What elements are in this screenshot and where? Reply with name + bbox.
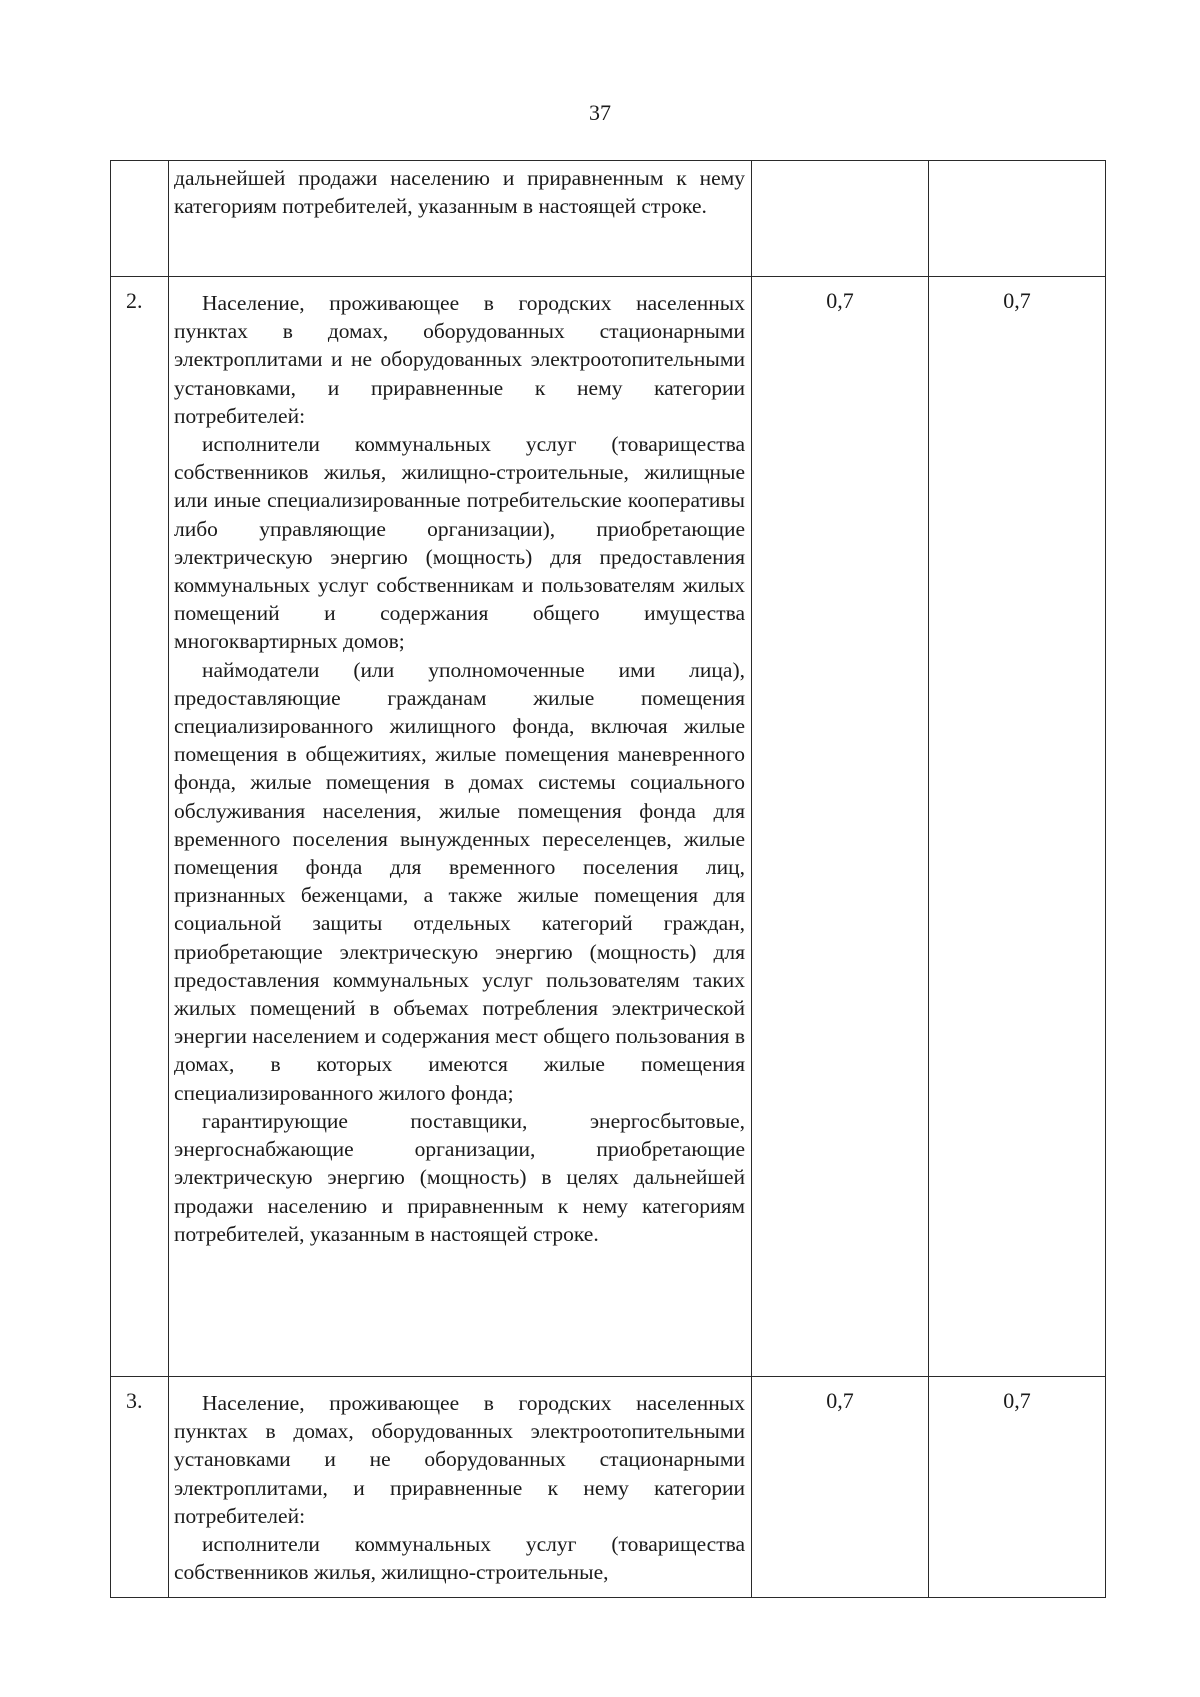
table-row bbox=[111, 277, 1106, 1377]
page-number: 37 bbox=[589, 100, 611, 125]
row-number-cell bbox=[111, 161, 169, 277]
row-description-cell bbox=[169, 277, 752, 1377]
value-cell-2: 0,7 bbox=[929, 277, 1106, 1377]
description-paragraph: Население, проживающее в городских населенных пунктах в домах, оборудованных стационарными электроплитами и не оборудованных электроотопительными установками, и приравненные к нему категории потребителей: bbox=[174, 291, 745, 428]
value-cell-1: 0,7 bbox=[752, 1377, 929, 1598]
description-paragraph: дальнейшей продажи населению и приравненным к нему категориям потребителей, указанным в настоящей строке. bbox=[174, 166, 745, 219]
tariff-table bbox=[110, 160, 1106, 1598]
description-paragraph: Население, проживающее в городских населенных пунктах в домах, оборудованных электроотопительными установками и не оборудованных стационарными электроплитами, и приравненные к нему категории потребителей: bbox=[174, 1391, 745, 1528]
row-description-cell bbox=[169, 1377, 752, 1598]
value-cell-2 bbox=[929, 161, 1106, 277]
description-paragraph: наймодатели (или уполномоченные ими лица), предоставляющие гражданам жилые помещения специализированного жилищного фонда, включая жилые помещения в общежитиях, жилые помещения маневренного фонда, жилые помещения в домах системы социального обслуживания населения, жилые помещения фонда для временного поселения вынужденных переселенцев, жилые помещения фонда для временного поселения лиц, признанных беженцами, а также жилые помещения для социальной защиты отдельных категорий граждан, приобретающие электрическую энергию (мощность) для предоставления коммунальных услуг пользователям таких жилых помещений в объемах потребления электрической энергии населением и содержания мест общего пользования в домах, в которых имеются жилые помещения специализированного жилого фонда; bbox=[174, 657, 745, 1105]
row-number-cell: 2. bbox=[111, 277, 169, 1377]
value-cell-1 bbox=[752, 161, 929, 277]
description-paragraph: исполнители коммунальных услуг (товарищества собственников жилья, жилищно-строительные, жилищные или иные специализированные потребительские кооперативы либо управляющие организации), приобретающие электрическую энергию (мощность) для предоставления коммунальных услуг собственникам и пользователям жилых помещений и содержания общего имущества многоквартирных домов; bbox=[174, 432, 745, 654]
row-number-cell: 3. bbox=[111, 1377, 169, 1598]
table-row bbox=[111, 161, 1106, 277]
value-cell-1: 0,7 bbox=[752, 277, 929, 1377]
value-cell-2: 0,7 bbox=[929, 1377, 1106, 1598]
description-paragraph: гарантирующие поставщики, энергосбытовые, энергоснабжающие организации, приобретающие электрическую энергию (мощность) в целях дальнейшей продажи населению и приравненным к нему категориям потребителей, указанным в настоящей строке. bbox=[174, 1108, 745, 1246]
table-row bbox=[111, 1377, 1106, 1598]
description-paragraph: исполнители коммунальных услуг (товарищества собственников жилья, жилищно-строительные, bbox=[174, 1532, 745, 1585]
row-description-cell bbox=[169, 161, 752, 277]
